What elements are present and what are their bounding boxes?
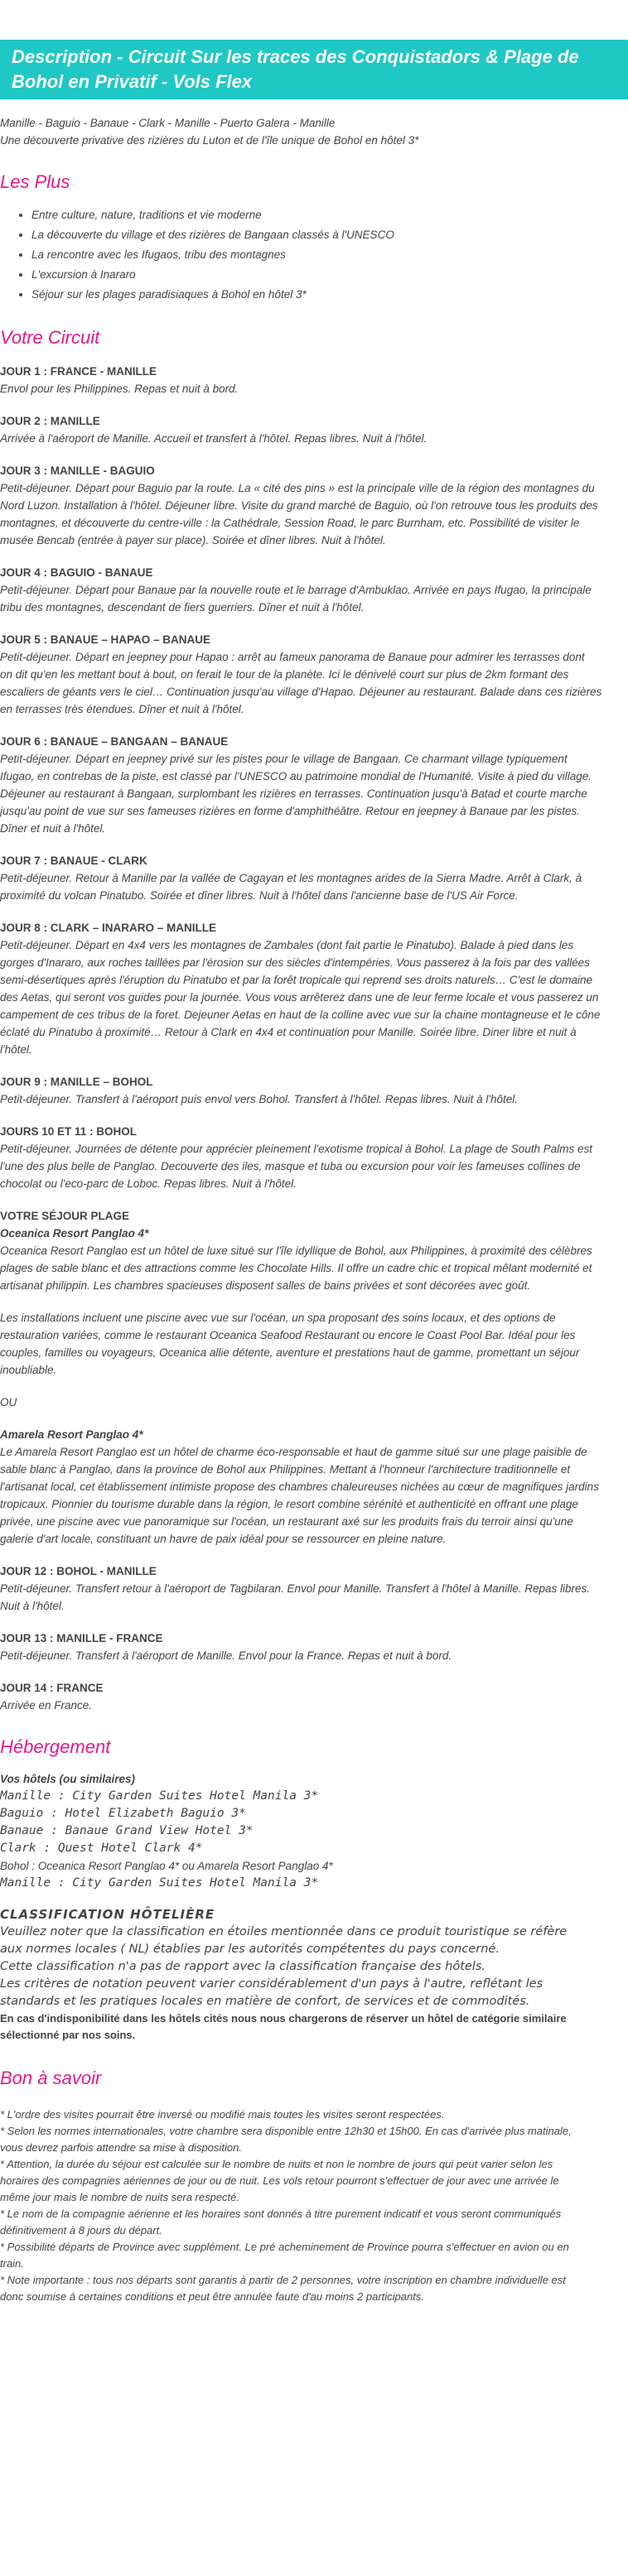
day-block	[0, 852, 616, 904]
day-description-line: l'hôtel.	[0, 1043, 32, 1056]
bon-line: donc soumise à certaines conditions et peut être annulée faute d'au moins 2 participants.	[0, 2290, 424, 2303]
day-block	[0, 412, 616, 447]
day-description-line: Petit-déjeuner. Journées de détente pour apprécier pleinement l'exotisme tropical à Bohol. La plage de South Palms est	[0, 1143, 593, 1155]
route-text: Manille - Baguio - Banaue - Clark - Manille - Puerto Galera - Manille	[0, 117, 336, 129]
day-description-line: proximité du volcan Pinatubo. Soirée et dîner libres. Nuit à l'hôtel dans l'ancienne base de l'US Air Force.	[0, 889, 519, 902]
day-title: JOUR 7 : BANAUE - CLARK	[0, 855, 147, 867]
day-description-line: en terrasses très étendues. Dîner et nuit à l'hôtel.	[0, 703, 244, 715]
bon-line: * L'ordre des visites pourrait être inversé ou modifié mais toutes les visites seront respectées.	[0, 2108, 445, 2121]
day-description	[0, 1647, 616, 1664]
day-description-line: Petit-déjeuner. Transfert retour à l'aéroport de Tagbilaran. Envol pour Manille. Transfert à l'hôtel à Manille. Repas libres.	[0, 1582, 591, 1595]
bon-line: vous devrez parfois attendre sa mise à disposition.	[0, 2141, 242, 2154]
classification-line: Les critères de notation peuvent varier considérablement d'un pays à l'autre, reflétant les	[0, 1977, 543, 1991]
or-separator: OU	[0, 1396, 17, 1408]
day-title: JOUR 1 : FRANCE - MANILLE	[0, 365, 157, 378]
day-description	[0, 1580, 616, 1615]
hotel1-description	[0, 1242, 616, 1294]
plus-item: • La découverte du village et des rizières de Bangaan classés à l'UNESCO	[31, 225, 616, 245]
classification-note	[0, 2010, 616, 2044]
hotel-line: Clark : Quest Hotel Clark 4*	[0, 1842, 203, 1855]
hotel1-desc-line: Oceanica Resort Panglao est un hôtel de luxe situé sur l'île idyllique de Bohol, aux Philippines, à proximité des célèbres	[0, 1245, 592, 1257]
bon-line: * Note importante : tous nos départs sont garantis à partir de 2 personnes, votre inscription en chambre individuelle est	[0, 2274, 566, 2286]
classification-line: aux normes locales ( NL) établies par les autorités compétentes du pays concerné.	[0, 1943, 500, 1956]
hebergement-section	[0, 1736, 616, 2044]
hotel-line: Manille : City Garden Suites Hotel Manila 3*	[0, 1789, 319, 1803]
circuit-section	[0, 326, 616, 1714]
day-description-line: tribu des montagnes, descendant de fiers guerriers. Dîner et nuit à l'hôtel.	[0, 601, 365, 614]
plus-item: • L'excursion à Inararo	[31, 265, 616, 285]
day-title: JOUR 9 : MANILLE – BOHOL	[0, 1076, 153, 1088]
day-block	[0, 1562, 616, 1615]
bon-body	[0, 2107, 616, 2305]
day-description-line: campement de ces tribus de la foret. Dejeuner Aetas en haut de la colline avec vue sur la chaine montagneuse et le cône	[0, 1009, 601, 1021]
hotel-line-bohol: Bohol : Oceanica Resort Panglao 4* ou Amarela Resort Panglao 4*	[0, 1860, 333, 1872]
day-description-line: jusqu'au point de vue sur ses fameuses rizières en forme d'amphithéâtre. Retour en jeepney à Banaue par les pistes.	[0, 805, 581, 817]
day-description-line: gorges d'Inararo, aux roches taillées par l'érosion sur des siècles d'intempéries. Vous passerez à la fois par des vallées	[0, 956, 590, 969]
day-block	[0, 1073, 616, 1108]
day-block	[0, 363, 616, 397]
day-description	[0, 1140, 616, 1192]
day-description-line: Petit-déjeuner. Départ en jeepney privé sur les pistes pour le village de Bangaan. Ce charmant village typiquement	[0, 753, 568, 765]
bon-line: horaires des compagnies aériennes de jour ou de nuit. Les vols retour pourront s'effectuer de jour avec une arrivée le	[0, 2174, 559, 2187]
bon-line: * Selon les normes internationales, votre chambre sera disponible entre 12h30 et 15h00. En cas d'arrivée plus matinale,	[0, 2125, 572, 2137]
intro-section	[0, 114, 616, 149]
hotel1-more	[0, 1309, 616, 1379]
day-title: JOUR 8 : CLARK – INARARO – MANILLE	[0, 922, 217, 934]
hotel2-desc-line: tropicaux. Pionnier du tourisme durable dans la région, le resort combine sérénité et authenticité en offrant une plage	[0, 1498, 578, 1510]
day-title: JOUR 4 : BAGUIO - BANAUE	[0, 566, 153, 579]
bon-heading: Bon à savoir	[0, 2068, 102, 2088]
day-title: JOUR 14 : FRANCE	[0, 1682, 104, 1694]
bon-line: train.	[0, 2257, 24, 2270]
hotel-line: Baguio : Hotel Elizabeth Baguio 3*	[0, 1807, 246, 1820]
stay-section	[0, 1207, 616, 1548]
bon-line: même jour mais le nombre de nuits sera respecté.	[0, 2191, 240, 2203]
day-description	[0, 1697, 616, 1714]
day-block	[0, 564, 616, 616]
plus-item: • Entre culture, nature, traditions et vie moderne	[31, 205, 616, 225]
day-description-line: l'une des plus belle de Panglao. Decouverte des iles, masque et tuba ou excursion pour voir les fameuses collines de	[0, 1160, 581, 1172]
day-title: JOUR 5 : BANAUE – HAPAO – BANAUE	[0, 633, 211, 646]
hotel1-more-line: inoubliable.	[0, 1364, 57, 1376]
day-description-line: Petit-déjeuner. Retour à Manille par la vallée de Cagayan et les montagnes arides de la Sierra Madre. Arrêt à Clark, à	[0, 872, 582, 884]
classification-block	[0, 1905, 616, 2044]
hotel2-desc-line: Le Amarela Resort Panglao est un hôtel de charme éco-responsable et haut de gamme situé sur une plage paisible de	[0, 1446, 587, 1458]
day-description	[0, 648, 616, 718]
day-description	[0, 479, 616, 549]
stay-title: VOTRE SÉJOUR PLAGE	[0, 1210, 130, 1222]
day-description-line: des Aetas, qui seront vos guides pour la journée. Vous vous arrêterez dans une de leur ferme locale et vous passerez un	[0, 991, 599, 1004]
day-description	[0, 1091, 616, 1108]
hotel2-desc-line: privée, une piscine avec vue panoramique sur l'océan, un restaurant axé sur les produits frais du terroir ainsi qu'une	[0, 1515, 573, 1528]
hotel1-more-line: couples, familles ou voyageurs, Oceanica allie détente, aventure et prestations haut de gamme, promettant un séjour	[0, 1346, 580, 1359]
day-description-line: Déjeuner au restaurant à Bangaan, surplombant les rizières en terrasses. Continuation jusqu'à Batad et courte marche	[0, 787, 587, 800]
day-description	[0, 380, 616, 397]
day-title: JOUR 3 : MANILLE - BAGUIO	[0, 465, 155, 477]
classification-line: Veuillez noter que la classification en étoiles mentionnée dans ce produit touristique se réfère	[0, 1925, 568, 1938]
day-description-line: Petit-déjeuner. Départ en jeepney pour Hapao : arrêt au fameux panorama de Banaue pour admirer les terrasses dont	[0, 651, 585, 663]
day-description-line: Petit-déjeuner. Départ en 4x4 vers les montagnes de Zambales (dont fait partie le Pinatubo). Balade à pied dans les	[0, 939, 574, 951]
day-description-line: Dîner et nuit à l'hôtel.	[0, 822, 106, 835]
day-description-line: Nord Luzon. Installation à l'hôtel. Déjeuner libre. Visite du grand marché de Baguio, où l'on retrouve tous les produits des	[0, 499, 598, 512]
day-description	[0, 869, 616, 904]
bon-section	[0, 2067, 616, 2305]
classification-title: CLASSIFICATION HÔTELIÈRE	[0, 1907, 215, 1922]
day-description	[0, 430, 616, 447]
hotel2-name: Amarela Resort Panglao 4*	[0, 1428, 143, 1441]
days-after-list	[0, 1562, 616, 1714]
day-description-line: montagnes, et découverte du centre-ville : la Cathédrale, Session Road, le parc Burnham, etc. Possibilité de visiter le	[0, 517, 580, 529]
day-description-line: escaliers de géants vers le ciel… Continuation jusqu'au village d'Hapao. Déjeuner au restaurant. Balade dans ces rizières	[0, 686, 602, 698]
day-block	[0, 462, 616, 549]
hotel-line: Banaue : Banaue Grand View Hotel 3*	[0, 1824, 254, 1837]
hotel2-desc-line: l'artisanat local, cet établissement intimiste propose des chambres chaleureuses nichées au cœur de magnifiques jardins	[0, 1481, 599, 1493]
bon-line: * Le nom de la compagnie aérienne et les horaires sont donnés à titre purement indicatif et vous seront communiqués	[0, 2208, 562, 2220]
day-description-line: Arrivée en France.	[0, 1699, 93, 1712]
day-description-line: Arrivée à l'aéroport de Manille. Accueil et transfert à l'hôtel. Repas libres. Nuit à l'hôtel.	[0, 432, 428, 445]
circuit-heading: Votre Circuit	[0, 327, 100, 348]
day-title: JOUR 2 : MANILLE	[0, 415, 100, 427]
day-description-line: semi-désertiques après l'éruption du Pinatubo et par la forêt tropicale qui reprend ses droits naturels… C'est le domaine	[0, 974, 593, 986]
day-description-line: Petit-déjeuner. Départ pour Banaue par la nouvelle route et le barrage d'Ambuklao. Arrivée en pays Ifugao, la principale	[0, 584, 592, 596]
days-list	[0, 363, 616, 1192]
day-block	[0, 631, 616, 718]
plus-item: • Séjour sur les plages paradisiaques à Bohol en hôtel 3*	[31, 285, 616, 305]
hotel1-more-line: Les installations incluent une piscine avec vue sur l'océan, un spa proposant des soins locaux, et des options de	[0, 1312, 556, 1324]
plus-item: • La rencontre avec les Ifugaos, tribu des montagnes	[31, 245, 616, 265]
day-description-line: Petit-déjeuner. Transfert à l'aéroport puis envol vers Bohol. Transfert à l'hôtel. Repas libres. Nuit à l'hôtel.	[0, 1093, 519, 1105]
day-block	[0, 1630, 616, 1664]
bon-line: * Attention, la durée du séjour est calculée sur le nombre de nuits et non le nombre de jours qui peut varier selon les	[0, 2158, 553, 2170]
day-description-line: Petit-déjeuner. Départ pour Baguio par la route. La « cité des pins » est la principale ville de la région des montagnes du	[0, 482, 595, 494]
day-title: JOUR 6 : BANAUE – BANGAAN – BANAUE	[0, 735, 229, 748]
intro-subtitle: Une découverte privative des rizières du Luton et de l'île unique de Bohol en hôtel 3*	[0, 134, 419, 147]
hotel2-desc-line: galerie d'art locale, constituant un havre de paix idéal pour se ressourcer en pleine nature.	[0, 1533, 447, 1545]
hebergement-heading: Hébergement	[0, 1736, 111, 1757]
page-banner	[0, 40, 628, 99]
classification-note-line: sélectionné par nos soins.	[0, 2029, 136, 2041]
plus-heading: Les Plus	[0, 171, 70, 192]
day-description-line: chocolat ou l'eco-parc de Loboc. Repas libres. Nuit à l'hôtel.	[0, 1177, 297, 1190]
day-description	[0, 581, 616, 616]
day-description-line: Petit-déjeuner. Transfert à l'aéroport de Manille. Envol pour la France. Repas et nuit à bord.	[0, 1649, 452, 1662]
day-block	[0, 1679, 616, 1714]
hotel1-name: Oceanica Resort Panglao 4*	[0, 1227, 149, 1240]
day-title: JOURS 10 ET 11 : BOHOL	[0, 1125, 138, 1138]
day-title: JOUR 13 : MANILLE - FRANCE	[0, 1632, 163, 1644]
day-description-line: Ifugao, en contrebas de la piste, est classé par l'UNESCO au patrimoine mondial de l'Humanité. Visite à pied du village.	[0, 770, 592, 782]
hotel1-more-line: restauration variées, comme le restaurant Oceanica Seafood Restaurant ou encore le Coast Pool Bar. Idéal pour les	[0, 1329, 576, 1341]
banner-title-line2: Bohol en Privatif - Vols Flex	[12, 71, 253, 92]
hotel-line-manille: Manille : City Garden Suites Hotel Manila 3*	[0, 1876, 319, 1890]
day-description	[0, 750, 616, 837]
day-block	[0, 919, 616, 1058]
day-description	[0, 937, 616, 1058]
day-description-line: Nuit à l'hôtel.	[0, 1600, 65, 1612]
classification-line: Cette classification n'a pas de rapport avec la classification française des hôtels.	[0, 1960, 486, 1973]
day-description-line: Envol pour les Philippines. Repas et nuit à bord.	[0, 383, 239, 395]
classification-note-line: En cas d'indisponibilité dans les hôtels cités nous nous chargerons de réserver un hôtel de catégorie similaire	[0, 2012, 567, 2025]
day-block	[0, 1123, 616, 1192]
bon-line: définitivement à 8 jours du départ.	[0, 2224, 162, 2237]
banner-title-line1: Description - Circuit Sur les traces des Conquistadors & Plage de	[12, 46, 579, 67]
day-description-line: éclaté du Pinatubo à proximité… Retour à Clark en 4x4 et continuation pour Manille. Soirée libre. Diner libre et nuit à	[0, 1026, 577, 1038]
plus-section	[0, 171, 616, 305]
hotel1-desc-line: plages de sable blanc et des attractions comme les Chocolate Hills. Il offre un cadre chic et tropical mêlant modernité et	[0, 1262, 592, 1274]
hotels-subtitle: Vos hôtels (ou similaires)	[0, 1773, 136, 1785]
classification-line: standards et les pratiques locales en matière de confort, de services et de commodités.	[0, 1995, 530, 2008]
day-title: JOUR 12 : BOHOL - MANILLE	[0, 1565, 157, 1577]
plus-list	[0, 205, 616, 305]
hotel2-desc-line: sable blanc à Panglao, dans la province de Bohol aux Philippines. Mettant à l'honneur l'architecture traditionnelle et	[0, 1463, 571, 1476]
hotel1-desc-line: artisanat philippin. Les chambres spacieuses disposent salles de bains privées et sont décorées avec goût.	[0, 1279, 531, 1292]
classification-body	[0, 1924, 616, 2010]
day-description-line: musée Bencab (entrée à payer sur place). Soirée et dîner libres. Nuit à l'hôtel.	[0, 534, 386, 546]
hotel2-description	[0, 1443, 616, 1548]
day-block	[0, 733, 616, 837]
day-description-line: on dit qu'en les mettant bout à bout, on ferait le tour de la planète. Ici le dénivelé court sur plus de 2km formant des	[0, 668, 569, 681]
bon-line: * Possibilité départs de Province avec supplément. Le pré acheminement de Province pourra s'effectuer en avion ou en	[0, 2241, 569, 2253]
